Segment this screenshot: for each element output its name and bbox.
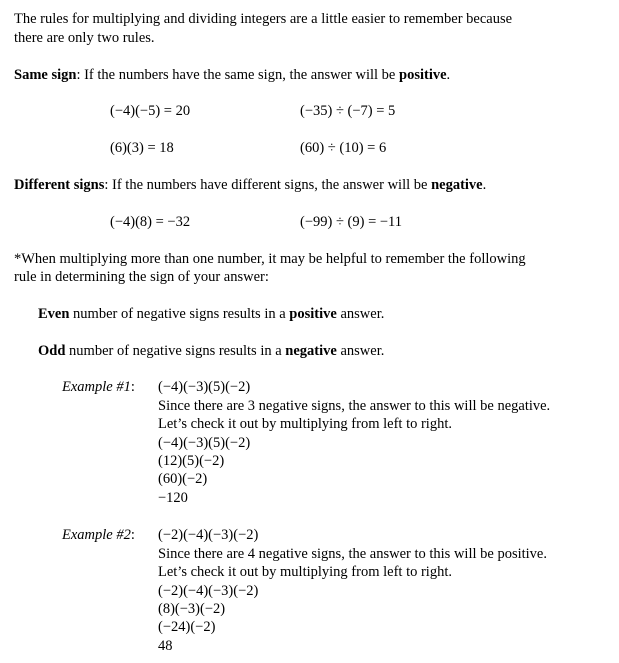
different-signs-example-2: (−99) ÷ (9) = −11 <box>300 214 403 230</box>
same-sign-example-4: (60) ÷ (10) = 6 <box>300 140 387 156</box>
example-2-line-1: (−2)(−4)(−3)(−2) <box>158 527 259 543</box>
odd-rule-keyword: negative <box>285 343 337 359</box>
example-1-line-7: −120 <box>158 490 188 506</box>
example-2-line-5: (8)(−3)(−2) <box>158 601 226 617</box>
same-sign-example-2: (−35) ÷ (−7) = 5 <box>300 103 396 119</box>
same-sign-text: : If the numbers have the same sign, the answer will be <box>76 67 399 83</box>
same-sign-example-3: (6)(3) = 18 <box>110 140 174 156</box>
different-signs-end: . <box>482 177 487 193</box>
intro-line-2: there are only two rules. <box>14 30 155 46</box>
same-sign-keyword: positive <box>399 67 447 83</box>
example-2-line-7: 48 <box>158 638 173 654</box>
different-signs-text: : If the numbers have different signs, the answer will be <box>104 177 432 193</box>
even-rule-end: answer. <box>336 306 385 322</box>
odd-rule <box>38 342 384 360</box>
example-1-label-text: Example #1 <box>62 379 131 395</box>
intro-line-1: The rules for multiplying and dividing integers are a little easier to remember because <box>14 11 513 27</box>
example-2-label <box>62 526 135 544</box>
example-1-label-colon: : <box>130 379 135 395</box>
example-1-line-1: (−4)(−3)(5)(−2) <box>158 379 251 395</box>
odd-rule-lead: Odd <box>38 343 66 359</box>
same-sign-rule <box>14 66 450 84</box>
different-signs-keyword: negative <box>431 177 483 193</box>
example-2-line-2: Since there are 4 negative signs, the answer to this will be positive. <box>158 546 547 562</box>
even-rule-keyword: positive <box>289 306 337 322</box>
note-line-1: *When multiplying more than one number, it may be helpful to remember the following <box>14 251 526 267</box>
same-sign-example-1: (−4)(−5) = 20 <box>110 103 191 119</box>
example-1-line-2: Since there are 3 negative signs, the answer to this will be negative. <box>158 398 551 414</box>
same-sign-end: . <box>446 67 451 83</box>
different-signs-rule <box>14 176 486 194</box>
example-1-line-5: (12)(5)(−2) <box>158 453 225 469</box>
odd-rule-mid: number of negative signs results in a <box>65 343 286 359</box>
example-1-line-6: (60)(−2) <box>158 471 208 487</box>
even-rule-lead: Even <box>38 306 70 322</box>
example-1-label <box>62 378 135 396</box>
example-1-line-4: (−4)(−3)(5)(−2) <box>158 435 251 451</box>
example-2-label-text: Example #2 <box>62 527 131 543</box>
even-rule <box>38 305 384 323</box>
odd-rule-end: answer. <box>336 343 385 359</box>
same-sign-label: Same sign <box>14 67 77 83</box>
note-line-2: rule in determining the sign of your answer: <box>14 269 269 285</box>
different-signs-example-1: (−4)(8) = −32 <box>110 214 191 230</box>
example-2-line-3: Let’s check it out by multiplying from left to right. <box>158 564 452 580</box>
example-2-label-colon: : <box>130 527 135 543</box>
different-signs-label: Different signs <box>14 177 105 193</box>
example-2-line-6: (−24)(−2) <box>158 619 216 635</box>
example-1-line-3: Let’s check it out by multiplying from left to right. <box>158 416 452 432</box>
even-rule-mid: number of negative signs results in a <box>69 306 290 322</box>
example-2-line-4: (−2)(−4)(−3)(−2) <box>158 583 259 599</box>
